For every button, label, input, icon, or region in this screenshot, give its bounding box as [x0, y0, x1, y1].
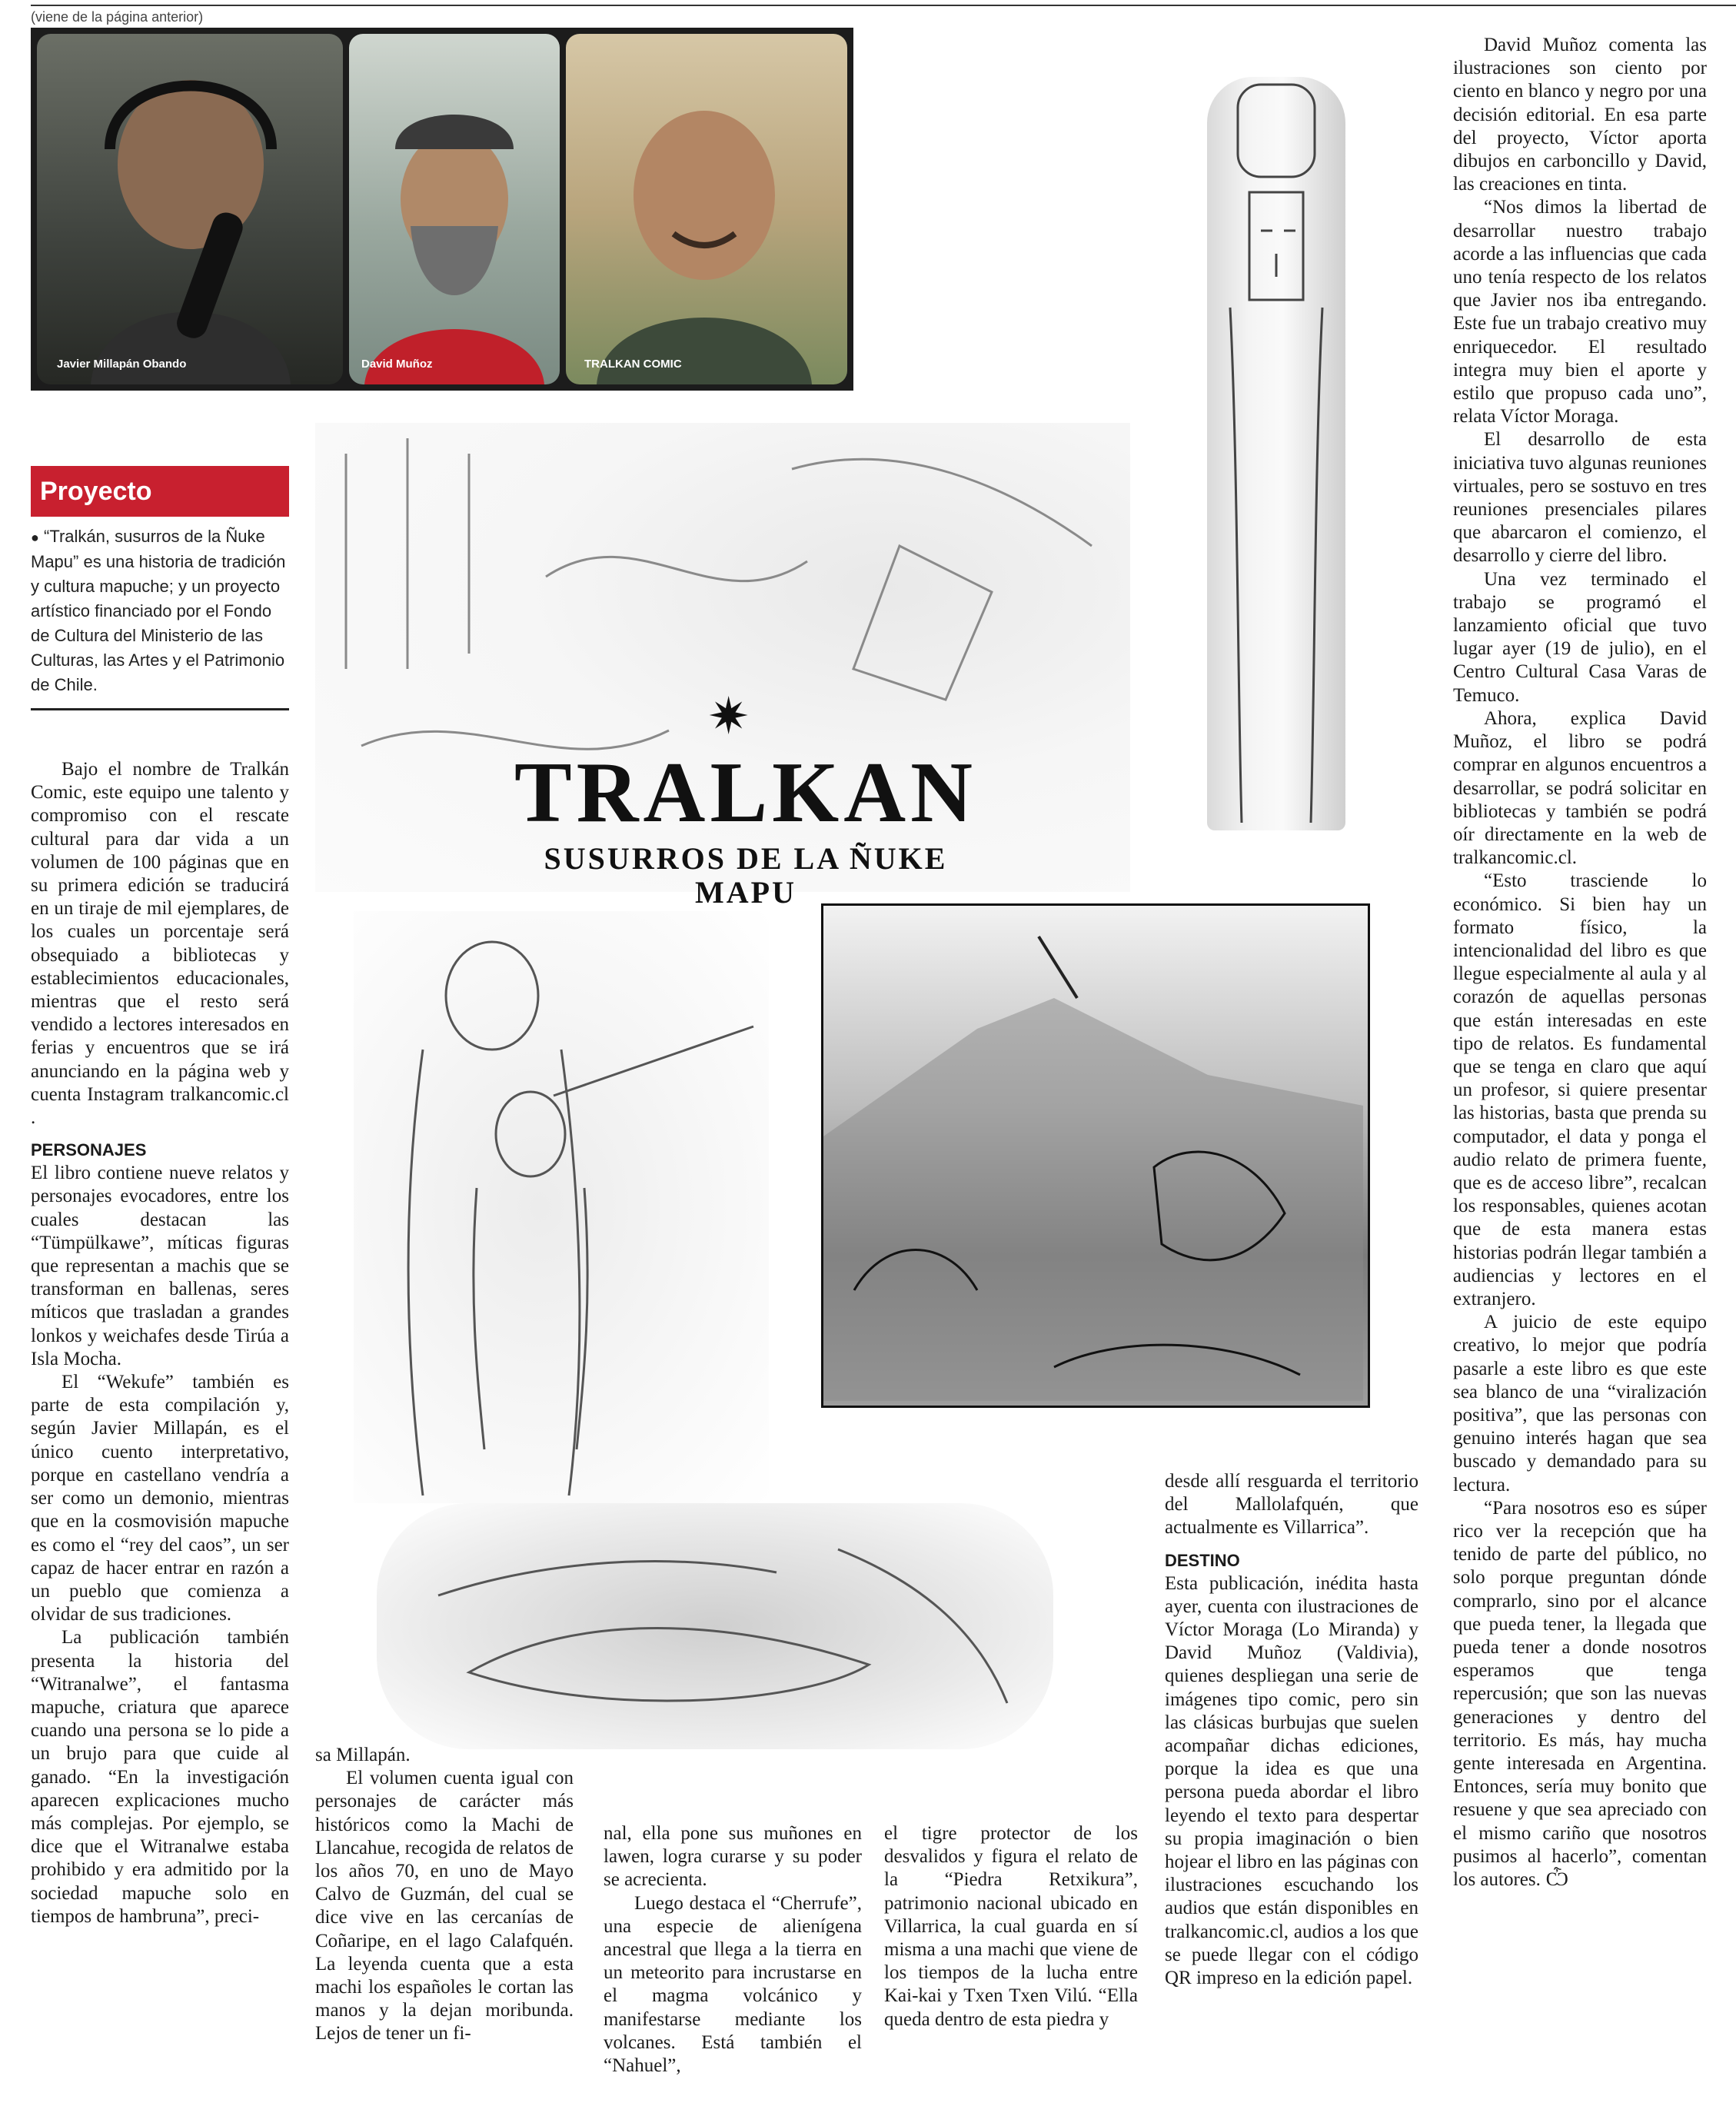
- article-paragraph: Una vez terminado el trabajo se programó el lanzamiento oficial que tuvo lugar ayer (19 de julio), en el Centro Cultural Casa Varas de Temuco.: [1453, 568, 1707, 706]
- bullet-icon: ●: [31, 530, 39, 545]
- article-column-5: [1165, 1470, 1418, 1990]
- article-paragraph: Esta publicación, inédita hasta ayer, cuenta con ilustraciones de Víctor Moraga (Lo Miranda) y David Muñoz (Valdivia), quienes despliegan una serie de imágenes tipo comic, pero sin las clásicas burbujas que suelen acompañar dichas ediciones, porque la idea es que una persona pueda abordar el libro leyendo el texto para despertar su propia imaginación o bien hojear el libro en las páginas con ilustraciones escuchando los audios que están disponibles en tralkancomic.cl, audios a los que se puede llegar con el código QR impreso en la edición papel.: [1165, 1572, 1418, 1989]
- chemamull-statue-icon: [1207, 77, 1345, 830]
- article-column-4: [884, 1822, 1138, 2031]
- article-paragraph: La publicación también presenta la historia del “Witranalwe”, el fantasma mapuche, criatura que aparece cuando una persona se lo pide a un brujo para que cuide al ganado. “En la investigación aparecen explicaciones mucho más complejas. Por ejemplo, se dice que el Witranalwe estaba prohibido y era admitido por la sociedad mapuche solo en tiempos de hambruna”, preci-: [31, 1627, 289, 1927]
- whale-and-spirits-icon: [377, 1503, 1053, 1749]
- article-paragraph: [1453, 1497, 1707, 1891]
- whale-procession-illustration: [377, 1503, 1053, 1749]
- article-column-6: [1453, 34, 1707, 1891]
- logo-title: TRALKAN: [514, 745, 978, 840]
- volcano-landscape-icon: [823, 906, 1363, 1401]
- article-paragraph: nal, ella pone sus muñones en lawen, logra curarse y su poder se acrecienta.: [604, 1823, 862, 1891]
- continued-note: (viene de la página anterior): [31, 9, 204, 25]
- section-heading-personajes: PERSONAJES: [31, 1140, 147, 1160]
- article-paragraph: A juicio de este equipo creativo, lo mejor que podría pasarle a este libro es que este sea blanco de una “viralización positiva”, que las personas con genuino interés hagan que sea buscado y demandado para su lectura.: [1453, 1312, 1707, 1496]
- participant-name: TRALKAN COMIC: [584, 358, 682, 371]
- participant-tile: [566, 34, 847, 384]
- person-with-microphone-icon: [37, 34, 343, 384]
- article-paragraph: Luego destaca el “Cherrufe”, una especie de alienígena ancestral que llega a la tierra en un meteorito para incrustarse en el magma volcánico y manifestarse mediante los volcanes. Está también el “Nahuel”,: [604, 1892, 862, 2077]
- elder-and-child-illustration: [354, 911, 769, 1503]
- article-paragraph: El libro contiene nueve relatos y personajes evocadores, entre los cuales destacan las “Tümpülkawe”, míticas figuras que representan a machis que se transforman en ballenas, seres míticos que trasladan a grandes lonkos y weichafes desde Tirúa a Isla Mocha.: [31, 1163, 289, 1369]
- project-description: “Tralkán, susurros de la Ñuke Mapu” es una historia de tradición y cultura mapuche; y un proyecto artístico financiado por el Fondo de Cultura del Ministerio de las Culturas, las Artes y el Patrimonio de Chile.: [31, 527, 286, 694]
- logo-subtitle: SUSURROS DE LA ÑUKE MAPU: [544, 841, 948, 910]
- article-paragraph-text: “Para nosotros eso es súper rico ver la recepción que ha tenido de parte del público, no solo porque preguntan dónde comprarlo, sino por el alcance que pueda tener, la llegada que pueda tener a donde nosotros esperamos que tenga repercusión; que son las nuevas generaciones y dentro del territorio. Es más, hay mucha gente interesada en Argentina. Entonces, sería muy bonito que resuene y que sea apreciado con el mismo cariño que nosotros pusimos al hacerlo”, comentan los autores.: [1453, 1497, 1707, 1891]
- article-paragraph: David Muñoz comenta las ilustraciones son ciento por ciento en blanco y negro por una decisión editorial. En esa parte del proyecto, Víctor aporta dibujos en carboncillo y David, las creaciones en tinta.: [1453, 35, 1707, 195]
- article-paragraph: desde allí resguarda el territorio del Mallolafquén, que actualmente es Villarrica”.: [1165, 1471, 1418, 1539]
- article-column-1: [31, 758, 289, 1928]
- logo-star-icon: ✷: [707, 689, 750, 745]
- section-heading-destino: DESTINO: [1165, 1550, 1240, 1570]
- article-paragraph: El desarrollo de esta iniciativa tuvo algunas reuniones virtuales, pero se sostuvo en tres reuniones presenciales pilares que abarcaron el comienzo, el desarrollo y cierre del libro.: [1453, 429, 1707, 567]
- smiling-person-icon: [566, 34, 847, 384]
- wooden-totem-illustration: [1207, 77, 1345, 830]
- article-paragraph: sa Millapán.: [315, 1745, 411, 1765]
- article-paragraph: Ahora, explica David Muñoz, el libro se podrá comprar en algunos encuentros a desarrollar, se podrá solicitar en bibliotecas y también se podrá oír directamente en la web de tralkancomic.cl.: [1453, 707, 1707, 869]
- article-column-2: [315, 1744, 574, 2046]
- participant-name: David Muñoz: [361, 358, 433, 371]
- volcano-animals-illustration: [821, 903, 1370, 1408]
- video-call-photo: [31, 28, 853, 391]
- article-paragraph: El volumen cuenta igual con personajes de carácter más históricos como la Machi de Llancahue, recogida de relatos de los años 70, en uno de Mayo Calvo de Guzmán, del cual se dice vive en las cercanías de Coñaripe, en el lago Calafquén. La leyenda cuenta que a esta machi los españoles le cortan las manos y la dejan moribunda. Lejos de tener un fi-: [315, 1768, 574, 2044]
- person-with-cap-icon: [349, 34, 560, 384]
- participant-name: Javier Millapán Obando: [57, 358, 187, 371]
- participant-tile: [349, 34, 560, 384]
- end-mark-icon: Ѽ: [1545, 1869, 1569, 1891]
- article-paragraph: El “Wekufe” también es parte de esta compilación y, según Javier Millapán, es el único cuento interpretativo, porque en castellano vendría a ser como un demonio, mientras que en la cosmovisión mapuche es como el “rey del caos”, un ser capaz de hacer entrar en razón a un pueblo que comienza a olvidar de sus tradiciones.: [31, 1372, 289, 1625]
- article-column-3: [604, 1822, 862, 2078]
- article-paragraph: “Esto trasciende lo económico. Si bien hay un formato físico, la intencionalidad del libro es que llegue especialmente al aula y al corazón de aquellas personas que están interesadas en este tipo de relatos. Es fundamental que se tenga en claro que aquí un profesor, si quiere presentar las historias, basta que prenda su computador, el data y ponga el audio relato de primera fuente, que es de acceso libre”, recalcan los responsables, quienes acotan que de esta manera estas historias podrán llegar también a audiencias y lectores en el extranjero.: [1453, 870, 1707, 1309]
- article-paragraph: el tigre protector de los desvalidos y figura el relato de la “Piedra Retxikura”, patrimonio nacional ubicado en Villarrica, la cual guarda en sí misma a una machi que viene de los tiempos de la lucha entre Kai-kai y Txen Txen Vilú. “Ella queda dentro de esta piedra y: [884, 1823, 1138, 2030]
- mapuche-elder-child-icon: [354, 911, 769, 1503]
- project-box-text: [31, 524, 289, 710]
- top-rule: [31, 5, 1736, 6]
- article-paragraph: “Nos dimos la libertad de desarrollar nuestro trabajo acorde a las influencias que cada uno tenía respecto de los relatos que Javier nos iba entregando. Este fue un trabajo creativo muy enriquecedor. El resultado integra muy bien el aporte y estilo que propuso cada uno”, relata Víctor Moraga.: [1453, 197, 1707, 428]
- project-box-title: Proyecto: [31, 466, 289, 517]
- article-paragraph: Bajo el nombre de Tralkán Comic, este equipo une talento y compromiso con el rescate cultural para dar vida a un volumen de 100 páginas que en su primera edición se traducirá en un tiraje de mil ejemplares, de los cuales un porcentaje será obsequiado a bibliotecas y establecimientos educacionales, mientras que el resto será vendido a lectores interesados en ferias y encuentros que se irá anunciando en la página web y cuenta Instagram tralkancomic.cl .: [31, 759, 289, 1129]
- participant-tile: [37, 34, 343, 384]
